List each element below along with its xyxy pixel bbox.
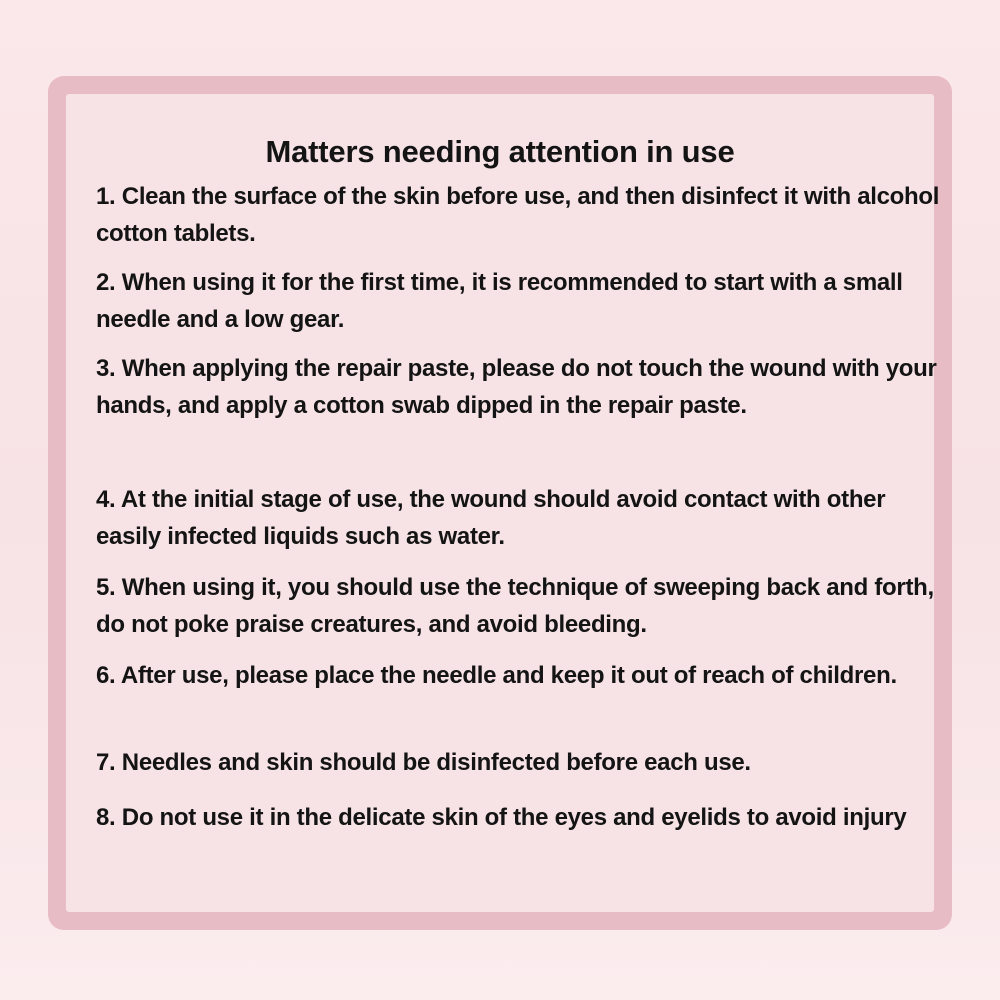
notice-item-2: 2. When using it for the first time, it is recommended to start with a small needle and a low gear.: [96, 269, 903, 333]
notice-item-4: 4. At the initial stage of use, the wound should avoid contact with other easily infected liquids such as water.: [96, 486, 886, 550]
notice-item-8: 8. Do not use it in the delicate skin of the eyes and eyelids to avoid injury: [96, 804, 907, 831]
notice-item-5: 5. When using it, you should use the technique of sweeping back and forth, do not poke praise creatures, and avoid bleeding.: [96, 574, 934, 638]
notice-item-7: 7. Needles and skin should be disinfected before each use.: [96, 749, 751, 776]
notice-item-6: 6. After use, please place the needle and keep it out of reach of children.: [96, 662, 897, 689]
notice-card-border: [48, 76, 952, 930]
notice-item-3: 3. When applying the repair paste, please do not touch the wound with your hands, and apply a cotton swab dipped in the repair paste.: [96, 355, 937, 419]
notice-item-1: 1. Clean the surface of the skin before use, and then disinfect it with alcohol cotton tablets.: [96, 183, 940, 247]
notice-card: [66, 94, 940, 912]
notice-title: Matters needing attention in use: [265, 134, 735, 169]
